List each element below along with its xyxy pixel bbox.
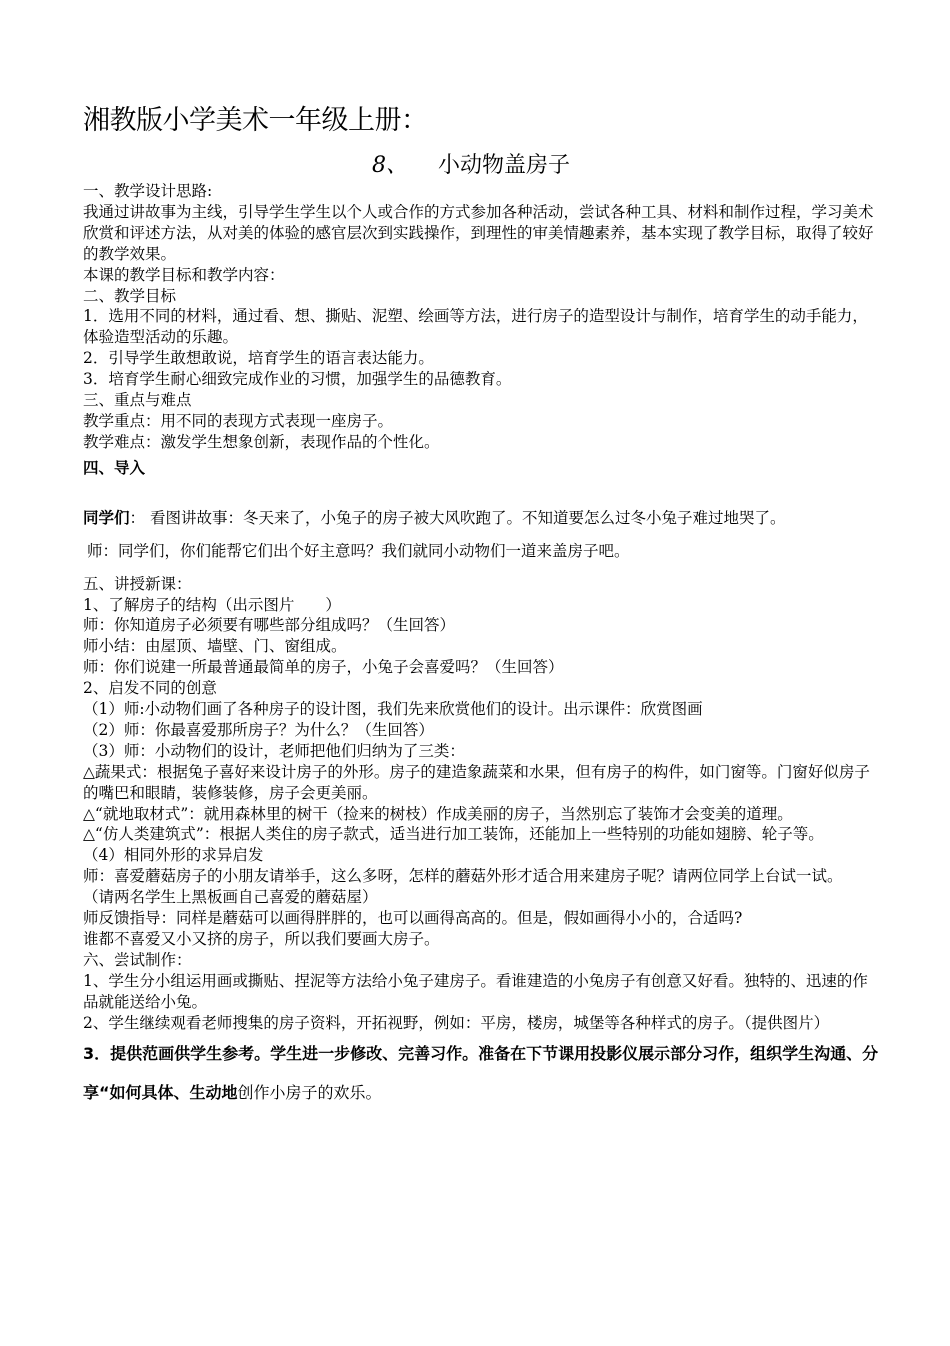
section1-heading: 一、教学设计思路: — [83, 182, 213, 200]
section5-line: 师小结：由屋顶、墙壁、门、窗组成。 — [83, 637, 347, 656]
story-paragraph — [83, 501, 883, 535]
practice-2: 2、学生继续观看老师搜集的房子资料，开拓视野，例如：平房，楼房，城堡等各种样式的房子。（提供图片） — [83, 1013, 830, 1032]
mushroom-question: 师：喜爱蘑菇房子的小朋友请举手，这么多呀，怎样的蘑菇外形才适合用来建房子呢？请两位同学上台试一试。 — [83, 867, 843, 886]
document-title: 湘教版小学美术一年级上册： — [83, 105, 428, 136]
section5-line: （2）师：你最喜爱那所房子？为什么？（生回答） — [83, 720, 434, 739]
style-vegetable: △蔬果式：根据兔子喜好来设计房子的外形。房子的建造象蔬菜和水果，但有房子的构件，如门窗等。门窗好似房子的嘴巴和眼睛，装修装修，房子会更美丽。 — [83, 762, 870, 802]
section5-line: 1、了解房子的结构（出示图片 ） — [83, 595, 341, 614]
section5-heading: 五、讲授新课： — [83, 574, 192, 593]
teacher-intro: 师：同学们，你们能帮它们出个好主意吗？我们就同小动物们一道来盖房子吧。 — [87, 541, 630, 560]
conclusion: 谁都不喜爱又小又挤的房子，所以我们要画大房子。 — [83, 930, 440, 948]
section5-line: 2、启发不同的创意 — [83, 679, 217, 698]
section6-heading: 六、尝试制作： — [83, 950, 192, 969]
section5-line: （3）师：小动物们的设计，老师把他们归纳为了三类： — [83, 741, 465, 760]
step-4: （4）相同外形的求异启发 — [83, 846, 264, 865]
key-point: 教学重点：用不同的表现方式表现一座房子。 — [83, 411, 394, 430]
lesson-heading — [372, 148, 570, 179]
section5-line: 师：你们说建一所最普通最简单的房子，小兔子会喜爱吗？（生回答） — [83, 658, 564, 677]
practice-1: 1、学生分小组运用画或撕贴、捏泥等方法给小兔子建房子。看谁建造的小兔房子有创意又好看。独特的、迅速的作品就能送给小兔。 — [83, 971, 868, 1011]
section1-note: 本课的教学目标和教学内容： — [83, 265, 285, 284]
style-local-material: △“就地取材式”：就用森林里的树干（捡来的树枝）作成美丽的房子，当然别忘了装饰才会变美的道理。 — [83, 804, 793, 823]
practice-3-bold: 3．提供范画供学生参考。学生进一步修改、完善习作。准备在下节课用投影仪展示部分习作，组织学生沟通、分享“如何具体、生动地 — [83, 1043, 879, 1102]
section5-line: （1）师:小动物们画了各种房子的设计图，我们先来欣赏他们的设计。出示课件：欣赏图画 — [83, 700, 703, 719]
goal-3: 3．培育学生耐心细致完成作业的习惯，加强学生的品德教育。 — [83, 370, 512, 389]
lesson-number: 8、 — [372, 153, 408, 178]
lesson-title: 小动物盖房子 — [438, 153, 571, 178]
goal-2: 2．引导学生敢想敢说，培育学生的语言表达能力。 — [83, 349, 434, 368]
style-human-building: △“仿人类建筑式”：根据人类住的房子款式，适当进行加工装饰，还能加上一些特别的功能如翅膀、轮子等。 — [83, 825, 824, 844]
mushroom-note: （请两名学生上黑板画自己喜爱的蘑菇屋） — [83, 888, 378, 907]
goal-1: 1．选用不同的材料，通过看、想、撕贴、泥塑、绘画等方法，进行房子的造型设计与制作，培育学生的动手能力，体验造型活动的乐趣。 — [83, 307, 868, 347]
section4-heading: 四、导入 — [83, 458, 146, 477]
section2-heading: 二、教学目标 — [83, 286, 177, 305]
section3-heading: 三、重点与难点 — [83, 391, 192, 410]
teacher-feedback: 师反馈指导：同样是蘑菇可以画得胖胖的，也可以画得高高的。但是，假如画得小小的，合适吗? — [83, 909, 743, 928]
section1-text: 我通过讲故事为主线，引导学生学生以个人或合作的方式参加各种活动，尝试各种工具、材料和制作过程，学习美术欣赏和评述方法，从对美的体验的感官层次到实践操作，到理性的审美情趣素养，基本实现了教学目标，取得了较好的教学效果。 — [83, 202, 874, 263]
document-body — [83, 181, 883, 1112]
practice-3-plain: 创作小房子的欢乐。 — [237, 1082, 382, 1102]
difficult-point: 教学难点：激发学生想象创新，表现作品的个性化。 — [83, 432, 440, 451]
practice-3 — [83, 1034, 883, 1112]
section5-line: 师：你知道房子必须要有哪些部分组成吗？（生回答） — [83, 616, 456, 635]
story-lead: 同学们 — [83, 508, 130, 527]
story-text: ： 看图讲故事：冬天来了，小兔子的房子被大风吹跑了。不知道要怎么过冬小兔子难过地哭了。 — [129, 508, 786, 527]
